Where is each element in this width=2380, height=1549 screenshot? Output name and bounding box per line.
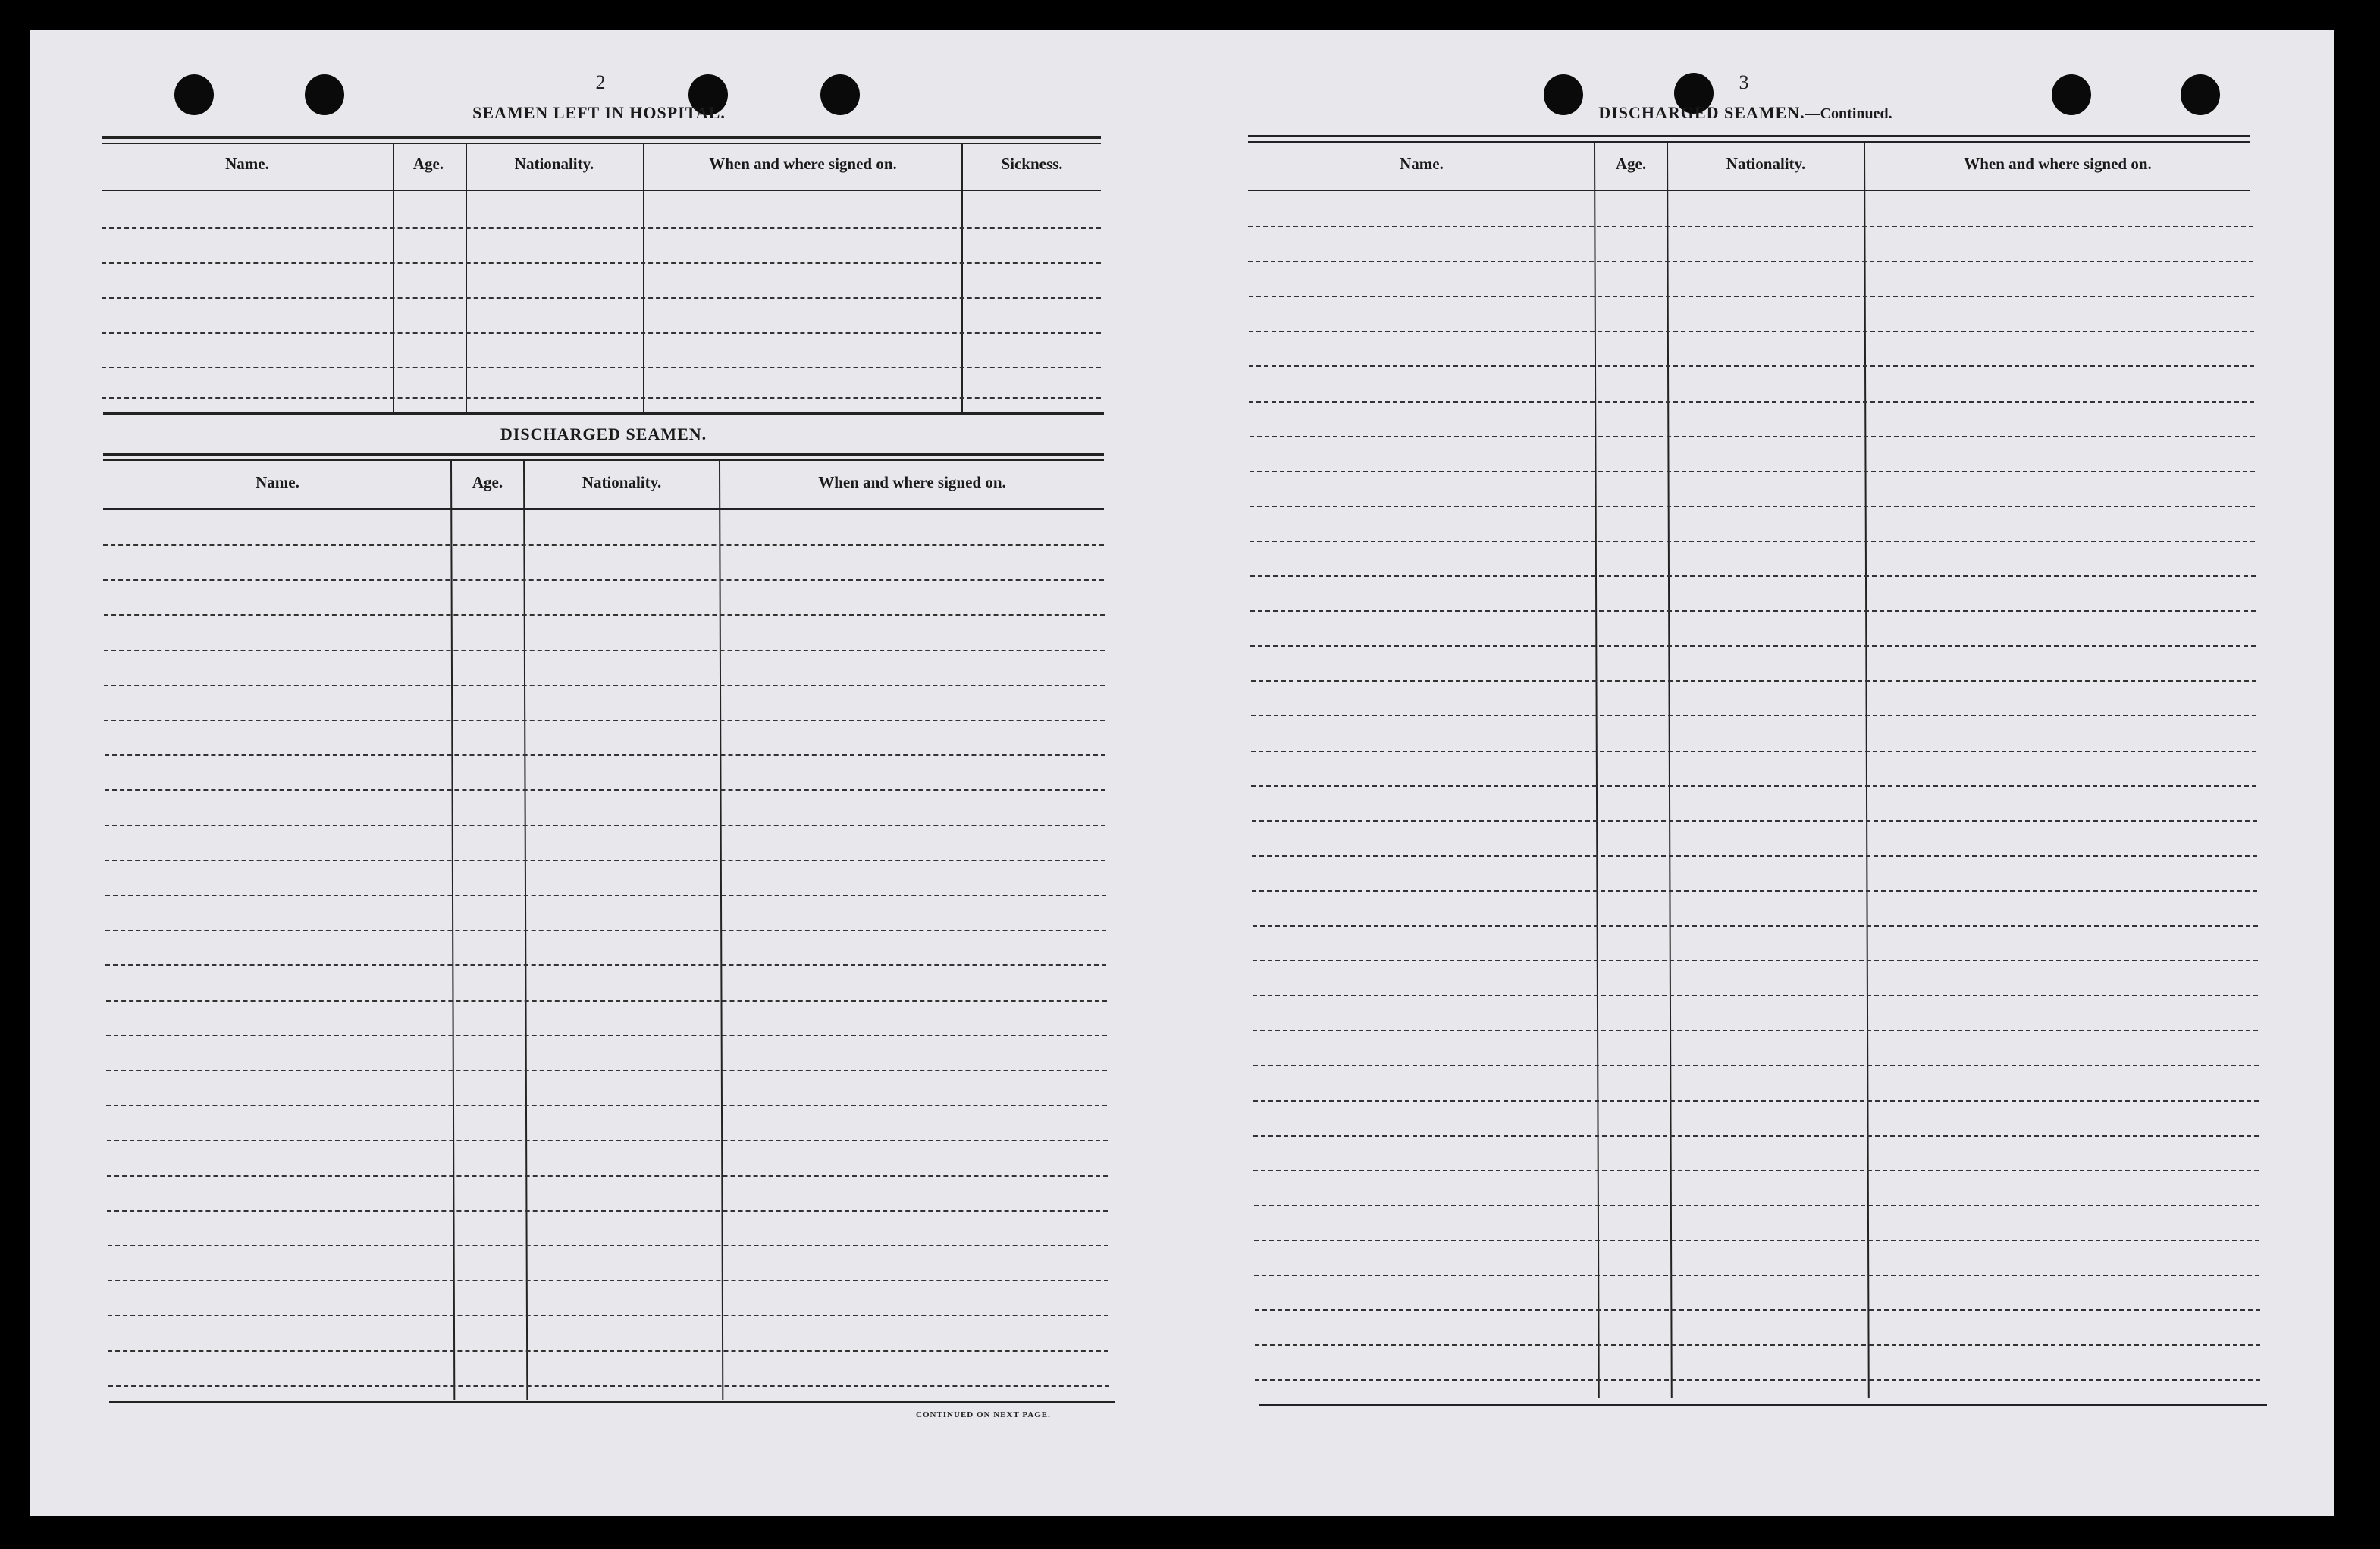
entry-line [1253, 1065, 2259, 1066]
page-number: 2 [595, 71, 606, 93]
entry-line [102, 297, 1101, 299]
entry-line [1254, 1240, 2259, 1241]
entry-line [105, 754, 1105, 756]
entry-line [1254, 1275, 2259, 1276]
entry-line [1253, 1170, 2259, 1171]
entry-line [108, 1350, 1108, 1352]
entry-line [1253, 1100, 2259, 1102]
entry-line [1250, 541, 2255, 542]
header-rule [1248, 190, 2250, 191]
entry-line [1251, 680, 2256, 682]
entry-line [1250, 506, 2255, 507]
entry-line [1248, 261, 2253, 262]
title-suffix: —Continued. [1805, 105, 1892, 122]
entry-line [1251, 785, 2256, 787]
entry-line [107, 1210, 1108, 1212]
entry-line [1249, 296, 2254, 297]
entry-line [1253, 960, 2258, 961]
right-section-title [1598, 103, 1892, 123]
entry-line [1250, 610, 2256, 612]
entry-line [108, 1385, 1109, 1387]
entry-line [102, 367, 1101, 368]
entry-line [107, 1175, 1108, 1177]
entry-line [1250, 436, 2255, 437]
entry-line [102, 227, 1101, 229]
column-header: Name. [1400, 155, 1444, 173]
entry-line [1253, 1135, 2259, 1137]
entry-line [108, 1280, 1108, 1281]
column-divider [643, 144, 644, 414]
section-rule [103, 412, 1104, 415]
column-header: Name. [256, 473, 299, 491]
entry-line [1253, 1030, 2258, 1031]
entry-line [1253, 995, 2258, 996]
table-top-rule [1248, 141, 2250, 143]
entry-line [103, 579, 1104, 581]
table-top-rule [103, 459, 1104, 461]
entry-line [1250, 645, 2256, 647]
header-rule [103, 508, 1104, 510]
entry-line [105, 930, 1106, 931]
entry-line [104, 614, 1105, 616]
table-top-rule [103, 453, 1104, 456]
entry-line [1255, 1379, 2260, 1381]
page-number: 3 [1739, 71, 1749, 93]
column-header: Age. [412, 155, 444, 173]
punch-hole [2181, 74, 2220, 115]
entry-line [103, 544, 1104, 546]
table-top-rule [1248, 135, 2250, 137]
entry-line [105, 964, 1106, 966]
entry-line [1252, 820, 2257, 822]
entry-line [1255, 1309, 2260, 1311]
entry-line [1252, 855, 2257, 857]
table-bottom-rule [1259, 1404, 2267, 1406]
entry-line [105, 860, 1105, 861]
hospital-section-title: SEAMEN LEFT IN HOSPITAL. [472, 103, 726, 122]
entry-line [104, 685, 1105, 686]
column-header: Sickness. [1001, 155, 1063, 173]
entry-line [105, 895, 1106, 896]
title-main: DISCHARGED SEAMEN. [1598, 103, 1805, 122]
column-header: When and where signed on. [818, 473, 1006, 491]
header-rule [102, 190, 1101, 191]
entry-line [105, 825, 1105, 826]
entry-line [106, 1000, 1107, 1002]
column-header: When and where signed on. [709, 155, 897, 173]
punch-hole [820, 74, 860, 115]
entry-line [1253, 925, 2258, 927]
entry-line [108, 1315, 1108, 1316]
entry-line [106, 1035, 1107, 1036]
entry-line [1255, 1344, 2260, 1346]
entry-line [104, 720, 1105, 721]
entry-line [1248, 226, 2253, 227]
continued-note: CONTINUED ON NEXT PAGE. [916, 1410, 1051, 1419]
punch-hole [174, 74, 214, 115]
entry-line [106, 1070, 1107, 1071]
punch-hole [2052, 74, 2091, 115]
table-top-rule [102, 136, 1101, 139]
punch-hole [1544, 74, 1583, 115]
entry-line [102, 397, 1101, 399]
column-header: Nationality. [1726, 155, 1806, 173]
column-divider [466, 144, 467, 414]
table-bottom-rule [109, 1401, 1115, 1403]
punch-hole [305, 74, 344, 115]
entry-line [108, 1245, 1108, 1246]
entry-line [1249, 331, 2254, 332]
entry-line [107, 1140, 1108, 1141]
column-header: When and where signed on. [1964, 155, 2152, 173]
entry-line [1249, 401, 2254, 403]
entry-line [102, 262, 1101, 264]
entry-line [104, 650, 1105, 651]
column-divider [961, 144, 963, 414]
entry-line [1251, 715, 2256, 716]
entry-line [106, 1105, 1107, 1106]
document-scan [30, 30, 2334, 1516]
column-divider [393, 144, 394, 414]
column-header: Nationality. [582, 473, 662, 491]
discharged-section-title: DISCHARGED SEAMEN. [500, 425, 707, 444]
column-header: Name. [225, 155, 269, 173]
entry-line [1250, 471, 2255, 472]
column-header: Age. [1615, 155, 1647, 173]
entry-line [1252, 890, 2257, 892]
table-top-rule [102, 143, 1101, 144]
entry-line [102, 332, 1101, 334]
entry-line [105, 789, 1105, 791]
column-header: Nationality. [514, 155, 594, 173]
entry-line [1251, 751, 2256, 752]
column-header: Age. [472, 473, 503, 491]
entry-line [1249, 365, 2254, 367]
entry-line [1250, 575, 2256, 577]
entry-line [1254, 1205, 2259, 1206]
